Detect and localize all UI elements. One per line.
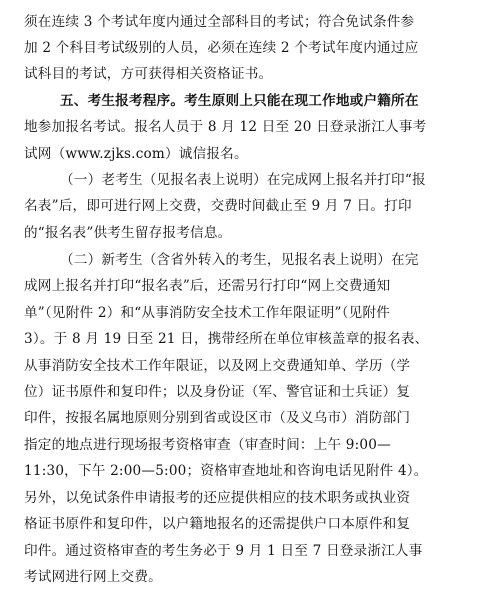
text-line: 另外，以免试条件申请报考的还应提供相应的技术职务或执业资: [24, 490, 411, 506]
text-line: 地参加报名考试。报名人员于 8 月 12 日至 20 日登录浙江人事考: [24, 119, 427, 135]
text-line: 11:30，下午 2:00—5:00；资格审查地址和咨询电话见附件 4）。: [24, 463, 428, 479]
text-line: 加 2 个科目考试级别的人员，必须在连续 2 个考试年度内通过应: [24, 40, 419, 56]
text-line: 3）。于 8 月 19 日至 21 日，携带经所在单位审核盖章的报名表、: [24, 331, 429, 347]
text-line: （一）老考生（见报名表上说明）在完成网上报名并打印“报: [60, 172, 426, 188]
text-line: 成网上报名并打印“报名表”后，还需另行打印“网上交费通知: [24, 278, 391, 294]
text-line: 的“报名表”供考生留存报考信息。: [24, 225, 232, 241]
text-line: 试网（www.zjks.com）诚信报名。: [24, 146, 248, 162]
text-line: 须在连续 3 个考试年度内通过全部科目的考试；符合免试条件参: [24, 14, 415, 30]
text-line: 位）证书原件和复印件；以及身份证（军、警官证和士兵证）复: [24, 384, 411, 400]
text-line: 格证书原件和复印件，以户籍地报名的还需提供户口本原件和复: [24, 516, 411, 532]
text-line: 印件，按报名属地原则分别到省或设区市（及义乌市）消防部门: [24, 410, 411, 426]
text-line: 试科目的考试，方可获得相关资格证书。: [24, 66, 273, 82]
text-line: 考试网进行网上交费。: [24, 569, 162, 585]
text-line: 从事消防安全技术工作年限证，以及网上交费通知单、学历（学: [24, 358, 411, 374]
text-line: （二）新考生（含省外转入的考生，见报名表上说明）在完: [60, 252, 419, 268]
text-line: 名表”后，即可进行网上交费，交费时间截止至 9 月 7 日。打印: [24, 198, 412, 214]
text-line: 印件。通过资格审查的考生务必于 9 月 1 日至 7 日登录浙江人事: [24, 543, 423, 559]
section-heading-line: 五、考生报考程序。考生原则上只能在现工作地或户籍所在: [60, 93, 419, 109]
text-line: 单”（见附件 2）和“从事消防安全技术工作年限证明”（见附件: [24, 305, 391, 321]
text-line: 指定的地点进行现场报考资格审查（审查时间：上午 9:00—: [24, 437, 391, 453]
